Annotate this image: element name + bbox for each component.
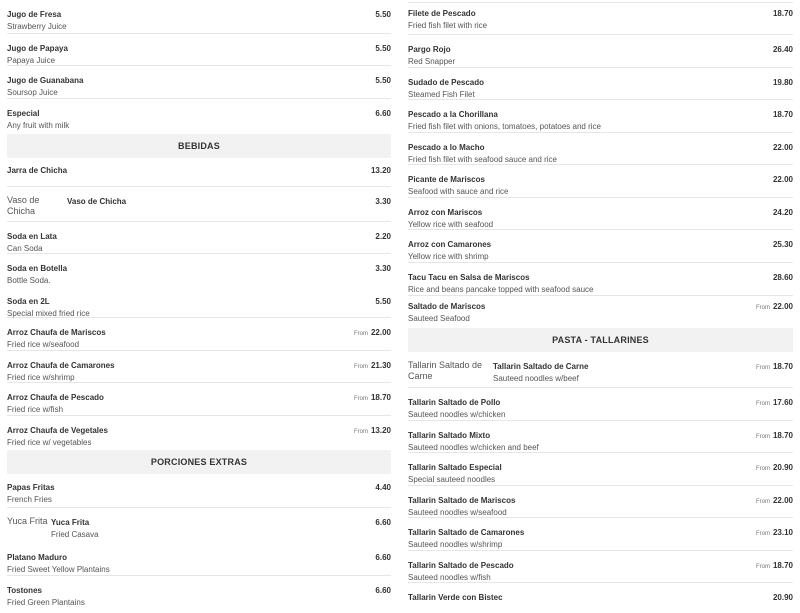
item-description: Steamed Fish Filet [408, 90, 475, 99]
menu-column-left [7, 0, 391, 610]
item-name: Tallarin Saltado de Pollo [408, 398, 501, 407]
menu-item[interactable] [7, 158, 391, 187]
item-description: Sauteed noodles w/fish [408, 573, 491, 582]
item-name: Filete de Pescado [408, 9, 476, 18]
item-name: Tallarin Saltado de Camarones [408, 528, 525, 537]
price-value: 22.00 [370, 328, 391, 337]
menu-item[interactable] [7, 318, 391, 351]
item-price: 19.80 [772, 78, 793, 87]
menu-column-right [408, 2, 793, 613]
menu-item[interactable] [7, 576, 391, 610]
item-price [756, 302, 793, 311]
item-price [756, 561, 793, 570]
price-from-label: From [353, 396, 368, 402]
menu-item[interactable] [7, 543, 391, 576]
item-description: Fried rice w/seafood [7, 340, 80, 349]
item-description: Can Soda [7, 244, 43, 253]
menu-item[interactable] [7, 351, 391, 383]
item-price: 18.70 [772, 9, 793, 18]
menu-item[interactable] [408, 352, 793, 388]
item-price: 18.70 [772, 110, 793, 119]
item-name: Picante de Mariscos [408, 175, 485, 184]
item-price: 22.00 [772, 175, 793, 184]
price-value: 18.70 [772, 561, 793, 570]
item-description: Fried fish filet with rice [408, 21, 488, 30]
item-description: Special mixed fried rice [7, 309, 90, 318]
item-price [354, 361, 391, 370]
item-description: Yellow rice with seafood [408, 220, 494, 229]
item-name: Arroz Chaufa de Mariscos [7, 328, 106, 337]
item-name: Tostones [7, 586, 42, 595]
menu-item[interactable] [408, 100, 793, 133]
item-description: Sauteed noodles w/chicken and beef [408, 443, 539, 452]
item-description: Any fruit with milk [7, 121, 70, 130]
menu-item[interactable] [408, 583, 793, 613]
item-price: 5.50 [375, 10, 391, 19]
menu-item[interactable] [7, 187, 391, 222]
price-value: 17.60 [772, 398, 793, 407]
item-name: Soda en Lata [7, 232, 57, 241]
item-name: Soda en 2L [7, 297, 50, 306]
item-name: Arroz Chaufa de Camarones [7, 361, 115, 370]
item-name: Papas Fritas [7, 483, 55, 492]
price-from-label: From [755, 564, 770, 570]
item-price: 5.50 [375, 76, 391, 85]
item-description: French Fries [7, 495, 52, 504]
price-value: 18.70 [772, 362, 793, 371]
menu-item[interactable] [7, 99, 391, 134]
item-price [756, 463, 793, 472]
item-name: Pescado a la Chorillana [408, 110, 498, 119]
menu-item[interactable] [408, 35, 793, 68]
item-description: Papaya Juice [7, 56, 56, 65]
price-from-label: From [755, 305, 770, 311]
menu-item[interactable] [408, 165, 793, 198]
item-description: Fried Casava [51, 530, 99, 539]
item-price: 6.60 [375, 586, 391, 595]
price-from-label: From [755, 531, 770, 537]
item-price: 2.20 [375, 232, 391, 241]
item-description: Sauteed noodles w/seafood [408, 508, 507, 517]
item-image-placeholder: Vaso de Chicha [7, 195, 40, 216]
item-name: Tallarin Saltado Especial [408, 463, 502, 472]
item-name: Arroz con Mariscos [408, 208, 483, 217]
item-name: Vaso de Chicha [67, 197, 127, 206]
menu-item[interactable] [7, 383, 391, 416]
price-from-label: From [755, 499, 770, 505]
item-name: Jugo de Fresa [7, 10, 62, 19]
menu-item[interactable] [408, 263, 793, 296]
item-price [756, 398, 793, 407]
item-name: Jarra de Chicha [7, 166, 68, 175]
item-name: Sudado de Pescado [408, 78, 485, 87]
menu-item[interactable] [408, 3, 793, 35]
section-header-bebidas: BEBIDAS [7, 134, 391, 158]
item-price: 5.50 [375, 297, 391, 306]
item-price: 6.60 [375, 553, 391, 562]
item-name: Pescado a lo Macho [408, 143, 485, 152]
item-description: Soursop Juice [7, 88, 58, 97]
menu-item[interactable] [408, 551, 793, 583]
menu-item[interactable] [408, 68, 793, 100]
item-description: Seafood with sauce and rice [408, 187, 509, 196]
item-name: Jugo de Guanabana [7, 76, 84, 85]
item-description: Sauteed noodles w/shrimp [408, 540, 503, 549]
menu-item[interactable] [408, 198, 793, 230]
item-price: 25.30 [772, 240, 793, 249]
item-name: Arroz con Camarones [408, 240, 492, 249]
item-name: Tacu Tacu en Salsa de Mariscos [408, 273, 530, 282]
item-description: Fried fish filet with seafood sauce and rice [408, 155, 557, 164]
section-header-pasta-tallarines: PASTA - TALLARINES [408, 328, 793, 352]
item-name: Jugo de Papaya [7, 44, 68, 53]
price-from-label: From [755, 401, 770, 407]
item-name: Tallarin Saltado de Carne [493, 362, 589, 371]
item-name: Saltado de Mariscos [408, 302, 486, 311]
item-price: 22.00 [772, 143, 793, 152]
menu-item[interactable] [408, 133, 793, 165]
item-description: Fried rice w/fish [7, 405, 64, 414]
menu-item[interactable] [7, 287, 391, 318]
item-price: 24.20 [772, 208, 793, 217]
menu-item[interactable] [7, 66, 391, 99]
item-price: 4.40 [375, 483, 391, 492]
item-price: 26.40 [772, 45, 793, 54]
item-name: Platano Maduro [7, 553, 68, 562]
price-value: 22.00 [772, 302, 793, 311]
price-from-label: From [755, 365, 770, 371]
item-price: 6.60 [375, 109, 391, 118]
item-price [354, 328, 391, 337]
menu-item[interactable] [408, 518, 793, 551]
item-price: 3.30 [375, 197, 391, 206]
item-price [354, 393, 391, 402]
menu-item[interactable] [408, 388, 793, 421]
item-price [756, 528, 793, 537]
price-value: 21.30 [370, 361, 391, 370]
item-price [756, 431, 793, 440]
item-price: 6.60 [375, 518, 391, 527]
item-name: Tallarin Verde con Bistec [408, 593, 503, 602]
menu-item[interactable] [7, 222, 391, 254]
price-from-label: From [353, 364, 368, 370]
item-price: 5.50 [375, 44, 391, 53]
menu-item[interactable] [408, 486, 793, 518]
item-image-placeholder: Tallarin Saltado de Carne [408, 360, 483, 381]
price-from-label: From [755, 466, 770, 472]
menu-item[interactable] [7, 508, 391, 543]
price-value: 18.70 [370, 393, 391, 402]
item-price: 20.90 [772, 593, 793, 602]
item-name: Pargo Rojo [408, 45, 451, 54]
menu-item[interactable] [7, 416, 391, 450]
price-from-label: From [755, 434, 770, 440]
price-value: 20.90 [772, 463, 793, 472]
item-description: Fried Sweet Yellow Plantains [7, 565, 110, 574]
menu-item[interactable] [7, 34, 391, 66]
price-value: 23.10 [772, 528, 793, 537]
item-description: Bottle Soda. [7, 276, 51, 285]
item-description: Sauteed Seafood [408, 314, 470, 323]
item-price [354, 426, 391, 435]
item-description: Fried rice w/shrimp [7, 373, 75, 382]
item-description: Red Snapper [408, 57, 456, 66]
price-from-label: From [353, 331, 368, 337]
item-description: Rice and beans pancake topped with seafood sauce [408, 285, 594, 294]
menu-item[interactable] [7, 254, 391, 287]
price-value: 18.70 [772, 431, 793, 440]
item-name: Tallarin Saltado Mixto [408, 431, 491, 440]
menu-item[interactable] [7, 474, 391, 508]
price-value: 13.20 [370, 426, 391, 435]
item-image-placeholder: Yuca Frita [7, 516, 48, 526]
item-price: 13.20 [370, 166, 391, 175]
item-name: Yuca Frita [51, 518, 90, 527]
item-name: Soda en Botella [7, 264, 68, 273]
menu-item[interactable] [408, 453, 793, 486]
item-description: Yellow rice with shrimp [408, 252, 489, 261]
price-value: 22.00 [772, 496, 793, 505]
item-price: 28.60 [772, 273, 793, 282]
menu-item[interactable] [408, 296, 793, 328]
item-name: Tallarin Saltado de Pescado [408, 561, 514, 570]
section-header-porciones-extras: PORCIONES EXTRAS [7, 450, 391, 474]
menu-item[interactable] [408, 421, 793, 453]
menu-item[interactable] [7, 0, 391, 34]
item-description: Fried Green Plantains [7, 598, 85, 607]
item-description: Fried fish filet with onions, tomatoes, potatoes and rice [408, 122, 601, 131]
item-description: Sauteed noodles w/chicken [408, 410, 506, 419]
menu-item[interactable] [408, 230, 793, 263]
item-name: Arroz Chaufa de Vegetales [7, 426, 108, 435]
item-price [756, 496, 793, 505]
item-name: Especial [7, 109, 40, 118]
item-description: Sauteed noodles w/beef [493, 374, 579, 383]
item-description: Fried rice w/ vegetables [7, 438, 92, 447]
item-description: Special sauteed noodles [408, 475, 496, 484]
item-price [756, 362, 793, 371]
item-price: 3.30 [375, 264, 391, 273]
item-name: Tallarin Saltado de Mariscos [408, 496, 516, 505]
item-description: Strawberry Juice [7, 22, 67, 31]
price-from-label: From [353, 429, 368, 435]
item-name: Arroz Chaufa de Pescado [7, 393, 104, 402]
